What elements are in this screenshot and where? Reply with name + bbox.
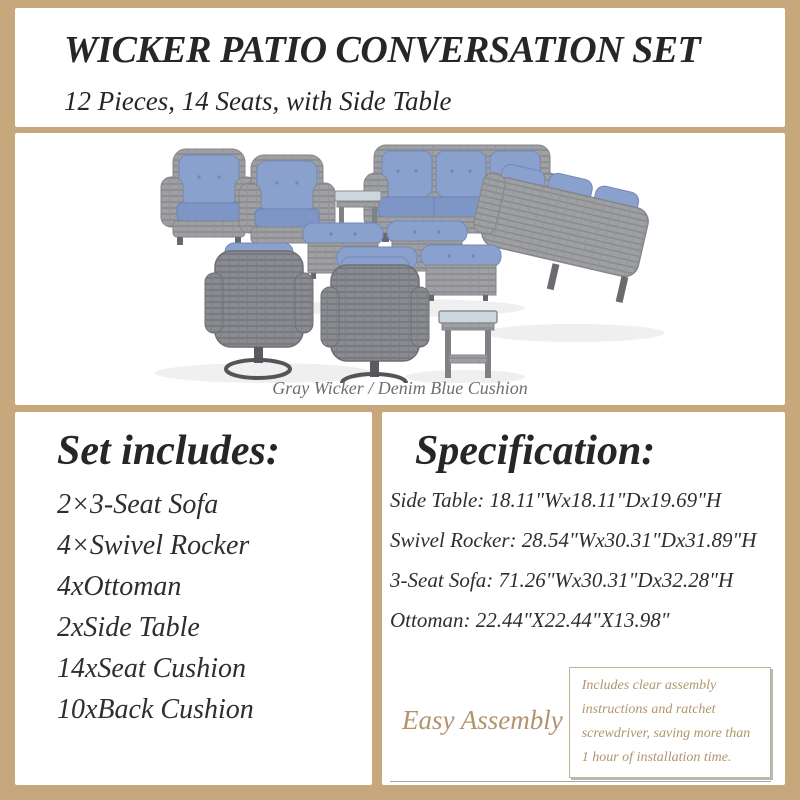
set-includes-item: 2xSide Table bbox=[57, 612, 200, 643]
easy-assembly-label: Easy Assembly bbox=[402, 705, 563, 735]
set-includes-item: 14xSeat Cushion bbox=[57, 653, 246, 684]
specification-panel bbox=[382, 412, 785, 785]
specification-list bbox=[390, 480, 779, 640]
page-subtitle: 12 Pieces, 14 Seats, with Side Table bbox=[64, 86, 452, 116]
product-photo-panel bbox=[15, 133, 785, 405]
set-includes-item: 4×Swivel Rocker bbox=[57, 530, 250, 561]
swivel-rocker bbox=[205, 243, 313, 378]
specification-item: Ottoman: 22.44"X22.44"X13.98" bbox=[390, 608, 670, 632]
details-row bbox=[15, 412, 785, 785]
page-title: WICKER PATIO CONVERSATION SET bbox=[64, 29, 701, 71]
swivel-rocker bbox=[321, 257, 429, 383]
set-includes-list bbox=[57, 484, 362, 730]
set-includes-heading: Set includes: bbox=[57, 428, 280, 474]
set-includes-item: 4xOttoman bbox=[57, 571, 182, 602]
photo-caption: Gray Wicker / Denim Blue Cushion bbox=[272, 378, 528, 398]
set-includes-panel bbox=[15, 412, 372, 785]
header-panel bbox=[15, 8, 785, 127]
specification-heading: Specification: bbox=[415, 428, 656, 474]
specification-item: Swivel Rocker: 28.54"Wx30.31"Dx31.89"H bbox=[390, 528, 757, 552]
specification-item: 3-Seat Sofa: 71.26"Wx30.31"Dx32.28"H bbox=[390, 568, 734, 592]
specification-item: Side Table: 18.11"Wx18.11"Dx19.69"H bbox=[390, 488, 722, 512]
side-table-bottom bbox=[439, 311, 497, 378]
patio-set-illustration bbox=[15, 133, 785, 383]
ottoman bbox=[421, 245, 501, 301]
easy-assembly-strip bbox=[390, 667, 771, 782]
set-includes-item: 10xBack Cushion bbox=[57, 694, 254, 725]
easy-assembly-note: Includes clear assembly instructions and ratchet screwdriver, saving more than 1 hour of installation time. bbox=[569, 667, 771, 778]
set-includes-item: 2×3-Seat Sofa bbox=[57, 489, 219, 520]
